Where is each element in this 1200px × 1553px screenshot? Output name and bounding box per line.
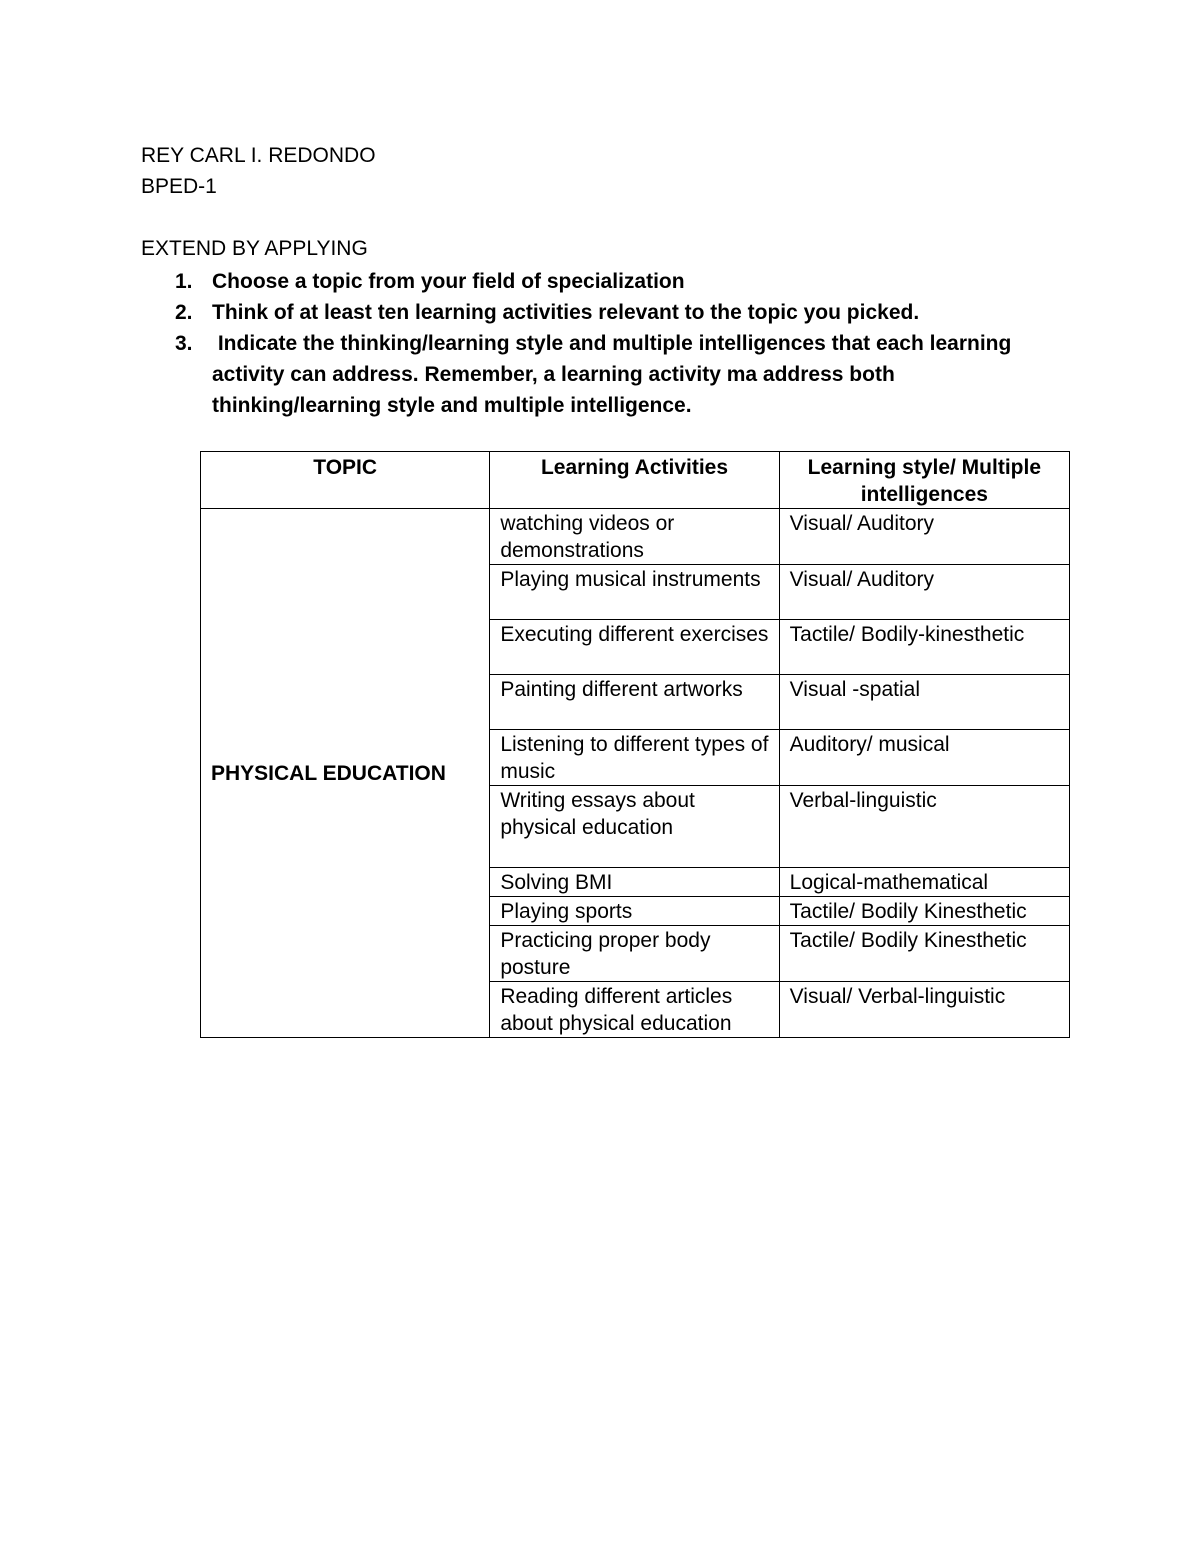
instruction-number: 2. (175, 301, 193, 324)
activities-table (200, 451, 1070, 1038)
instruction-text: Think of at least ten learning activities relevant to the topic you picked. (212, 301, 920, 324)
activity-cell: watching videos or demonstrations (490, 509, 779, 565)
header-style: Learning style/ Multiple intelligences (779, 452, 1069, 509)
instruction-text: Choose a topic from your field of specialization (212, 270, 685, 293)
activity-cell: Playing musical instruments (490, 565, 779, 620)
instruction-number: 3. (175, 332, 193, 355)
style-cell: Auditory/ musical (779, 730, 1069, 786)
table-row (201, 509, 1070, 565)
activity-cell: Writing essays about physical education (490, 786, 779, 868)
style-cell: Verbal-linguistic (779, 786, 1069, 868)
instructions-list (141, 266, 1041, 421)
topic-cell: PHYSICAL EDUCATION (201, 509, 490, 1038)
activity-cell: Practicing proper body posture (490, 926, 779, 982)
instruction-number: 1. (175, 270, 193, 293)
instruction-text: Indicate the thinking/learning style and multiple intelligences that each learning activity can address. Remember, a learning activity ma address both thinking/learning style and multiple intelligence. (212, 332, 1018, 417)
header-topic: TOPIC (201, 452, 490, 509)
section-title: EXTEND BY APPLYING (141, 237, 368, 260)
style-cell: Tactile/ Bodily Kinesthetic (779, 926, 1069, 982)
activity-cell: Listening to different types of music (490, 730, 779, 786)
style-cell: Visual/ Auditory (779, 509, 1069, 565)
style-cell: Visual/ Verbal-linguistic (779, 982, 1069, 1038)
table-header-row (201, 452, 1070, 509)
student-name: REY CARL I. REDONDO (141, 144, 376, 167)
instruction-item (141, 297, 1041, 328)
instruction-item (141, 266, 1041, 297)
activity-cell: Solving BMI (490, 868, 779, 897)
header-activities: Learning Activities (490, 452, 779, 509)
style-cell: Visual -spatial (779, 675, 1069, 730)
style-cell: Tactile/ Bodily-kinesthetic (779, 620, 1069, 675)
instruction-item (141, 328, 1041, 421)
activity-cell: Executing different exercises (490, 620, 779, 675)
style-cell: Tactile/ Bodily Kinesthetic (779, 897, 1069, 926)
course-label: BPED-1 (141, 175, 217, 198)
activity-cell: Painting different artworks (490, 675, 779, 730)
style-cell: Logical-mathematical (779, 868, 1069, 897)
activity-cell: Playing sports (490, 897, 779, 926)
style-cell: Visual/ Auditory (779, 565, 1069, 620)
activity-cell: Reading different articles about physical education (490, 982, 779, 1038)
